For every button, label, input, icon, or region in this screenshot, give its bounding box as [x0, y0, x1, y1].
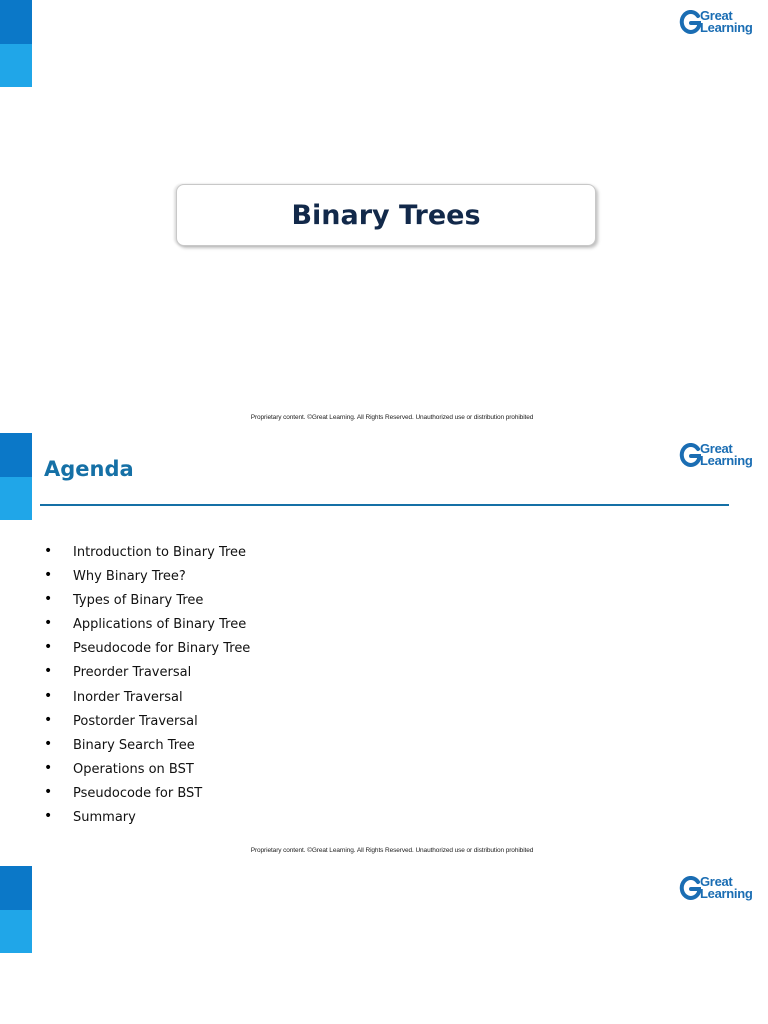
logo-line-2: Learning	[700, 20, 753, 35]
logo-line-1: Great	[700, 8, 733, 23]
logo-text	[700, 10, 753, 34]
logo-text	[700, 443, 753, 467]
agenda-list	[44, 541, 250, 830]
footer-copyright: Proprietary content. ©Great Learning. All Rights Reserved. Unauthorized use or distribution prohibited	[250, 414, 534, 421]
logo-line-1: Great	[700, 441, 733, 456]
agenda-item-label: Postorder Traversal	[73, 713, 198, 729]
great-learning-g-icon	[678, 10, 702, 36]
great-learning-logo	[678, 443, 762, 471]
bullet-icon: •	[44, 759, 53, 776]
agenda-item-label: Preorder Traversal	[73, 665, 192, 681]
accent-bar-light	[0, 44, 32, 87]
bullet-icon: •	[44, 711, 53, 728]
bullet-icon: •	[44, 639, 53, 656]
agenda-item	[44, 806, 250, 830]
bullet-icon: •	[44, 543, 53, 559]
agenda-item	[44, 565, 250, 589]
agenda-item-label: Pseudocode for BST	[73, 785, 203, 801]
bullet-icon: •	[44, 663, 53, 680]
footer-copyright: Proprietary content. ©Great Learning. All Rights Reserved. Unauthorized use or distribution prohibited	[250, 847, 534, 854]
bullet-icon: •	[44, 783, 53, 800]
agenda-item-label: Pseudocode for Binary Tree	[73, 641, 251, 657]
slide-agenda	[0, 433, 768, 866]
agenda-item	[44, 782, 250, 806]
agenda-item-label: Why Binary Tree?	[73, 569, 186, 585]
great-learning-logo	[678, 10, 762, 38]
logo-line-2: Learning	[700, 453, 753, 468]
accent-bar-light	[0, 910, 32, 953]
logo-text	[700, 876, 753, 900]
logo-line-2: Learning	[700, 886, 753, 901]
agenda-item-label: Summary	[73, 810, 136, 826]
accent-bar-light	[0, 477, 32, 520]
agenda-item-label: Types of Binary Tree	[73, 593, 204, 609]
accent-bar-dark	[0, 0, 32, 44]
bullet-icon: •	[44, 615, 53, 632]
agenda-heading: Agenda	[44, 457, 134, 481]
agenda-item-label: Binary Search Tree	[73, 737, 195, 753]
great-learning-logo	[678, 876, 762, 904]
agenda-item	[44, 710, 250, 734]
bullet-icon: •	[44, 808, 53, 825]
slide-next	[0, 866, 768, 1024]
agenda-item	[44, 613, 250, 637]
great-learning-g-icon	[678, 443, 702, 469]
accent-bar-dark	[0, 433, 32, 477]
agenda-item	[44, 734, 250, 758]
heading-divider	[40, 504, 729, 506]
agenda-item-label: Applications of Binary Tree	[73, 617, 247, 633]
agenda-item-label: Inorder Traversal	[73, 689, 183, 705]
bullet-icon: •	[44, 591, 53, 608]
agenda-item	[44, 661, 250, 685]
bullet-icon: •	[44, 735, 53, 752]
accent-bar-dark	[0, 866, 32, 910]
bullet-icon: •	[44, 687, 53, 704]
agenda-item	[44, 541, 250, 565]
great-learning-g-icon	[678, 876, 702, 902]
agenda-item-label: Operations on BST	[73, 761, 194, 777]
agenda-item	[44, 589, 250, 613]
agenda-item-label: Introduction to Binary Tree	[73, 545, 247, 560]
slide-title	[0, 0, 768, 433]
agenda-item	[44, 637, 250, 661]
agenda-item	[44, 686, 250, 710]
agenda-item	[44, 758, 250, 782]
slide-title-text: Binary Trees	[291, 199, 481, 231]
title-box	[176, 184, 596, 246]
logo-line-1: Great	[700, 874, 733, 889]
bullet-icon: •	[44, 567, 53, 584]
